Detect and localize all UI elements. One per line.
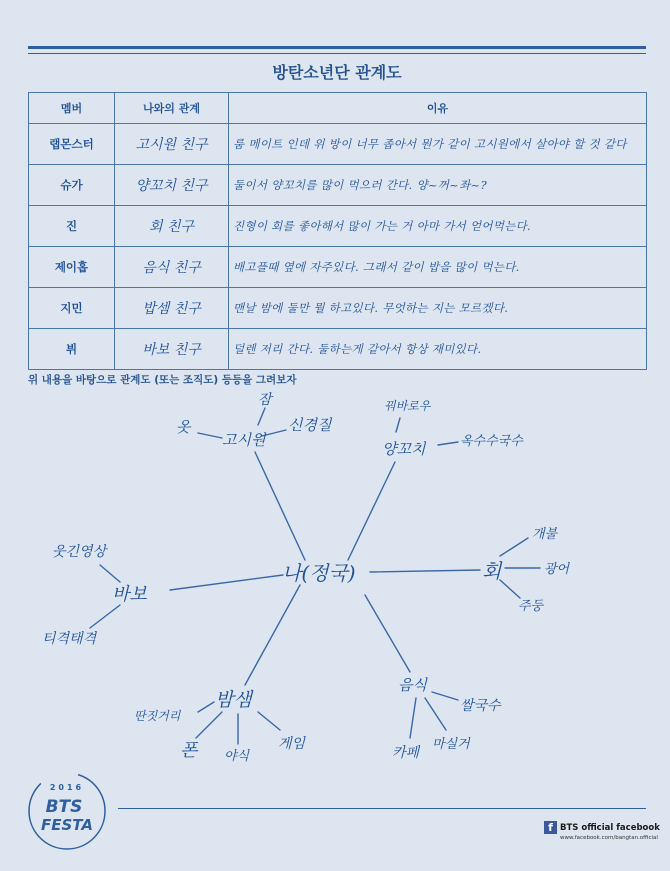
branch-line (500, 580, 520, 598)
table-row (29, 329, 647, 370)
page-title: 방탄소년단 관계도 (272, 63, 402, 82)
node-rice-noodle: 쌀국수 (460, 698, 501, 714)
reason-cell: 룸 메이트 인데 위 방이 너무 좁아서 뭔가 같이 고시원에서 살아야 할 것 같다 (229, 124, 647, 165)
member-cell: 제이홉 (29, 247, 115, 288)
node-sashimi: 회 (482, 559, 502, 583)
spoke-line (255, 452, 305, 560)
column-header-reason: 이유 (229, 93, 647, 124)
branch-line (432, 692, 458, 700)
node-funny-video: 웃긴영상 (52, 544, 107, 560)
instruction-text: 위 내용을 바탕으로 관계도 (또는 조직도) 등등을 그려보자 (28, 374, 297, 386)
relation-cell: 고시원 친구 (115, 124, 229, 165)
table-row (29, 247, 647, 288)
node-gaebul: 개불 (532, 527, 558, 542)
node-drinks: 마실거 (432, 737, 470, 752)
node-all-nighter: 밤샘 (215, 689, 252, 711)
node-bickering: 티격태격 (42, 631, 97, 647)
spoke-line (170, 575, 283, 590)
logo-bts: BTS (45, 797, 83, 817)
reason-cell: 둘이서 양꼬치를 많이 먹으러 간다. 양~꺼~좌~? (229, 165, 647, 206)
branch-line (90, 605, 120, 628)
table-row (29, 206, 647, 247)
branch-line (500, 538, 528, 556)
branch-line (196, 712, 222, 738)
relation-cell: 바보 친구 (115, 329, 229, 370)
table-row (29, 124, 647, 165)
branch-line (396, 418, 400, 432)
spoke-line (245, 585, 300, 685)
top-rule-thin (28, 53, 646, 54)
reason-cell: 맨날 밤에 둘만 뭘 하고있다. 무엇하는 지는 모르겠다. (229, 288, 647, 329)
node-clothes: 옷 (176, 418, 191, 436)
logo-year: 2016 (49, 783, 85, 792)
facebook-label: BTS official facebook (560, 822, 660, 833)
branch-line (198, 433, 222, 438)
branch-line (258, 408, 265, 425)
node-sleep: 잠 (258, 392, 272, 408)
table-row (29, 165, 647, 206)
node-goofing-off: 딴짓거리 (134, 709, 181, 723)
relationship-mindmap (0, 380, 670, 780)
reason-cell: 덜렌 저리 간다. 둘하는게 같아서 항상 재미있다. (229, 329, 647, 370)
node-nervous: 신경질 (288, 416, 332, 434)
node-fool: 바보 (112, 584, 147, 605)
facebook-url: www.facebook.com/bangtan.official (560, 835, 658, 841)
relation-cell: 밥셈 친구 (115, 288, 229, 329)
branch-line (438, 442, 458, 445)
reason-cell: 배고플때 옆에 자주있다. 그래서 같이 밥을 많이 먹는다. (229, 247, 647, 288)
branch-line (410, 698, 416, 738)
reason-cell: 진형이 회를 좋아해서 많이 가는 거 아마 가서 얻어먹는다. (229, 206, 647, 247)
bts-festa-logo (24, 768, 110, 854)
node-gosiwon: 고시원 (222, 431, 266, 449)
branch-line (198, 702, 214, 712)
relation-cell: 양꼬치 친구 (115, 165, 229, 206)
branch-line (258, 712, 280, 730)
column-header-member: 멤버 (29, 93, 115, 124)
branch-line (100, 565, 120, 582)
column-header-relation: 나와의 관계 (115, 93, 229, 124)
branch-line (262, 430, 286, 436)
mindmap-center: 나(정국) (282, 561, 356, 585)
node-corn-noodle: 옥수수국수 (460, 434, 523, 449)
node-phone: 폰 (180, 740, 198, 761)
facebook-credit (544, 821, 660, 834)
relationship-table (28, 92, 647, 370)
bottom-rule (118, 808, 646, 809)
branch-line (425, 698, 446, 730)
member-cell: 지민 (29, 288, 115, 329)
node-jujung: 주둥 (518, 599, 544, 614)
node-flatfish: 광어 (544, 562, 570, 577)
spoke-line (348, 462, 395, 560)
relation-cell: 음식 친구 (115, 247, 229, 288)
member-cell: 슈가 (29, 165, 115, 206)
node-lamb-skewer: 양꼬치 (382, 440, 426, 458)
spoke-line (365, 595, 410, 672)
facebook-icon: f (544, 821, 557, 834)
spoke-line (370, 570, 480, 572)
table-row (29, 288, 647, 329)
member-cell: 뷔 (29, 329, 115, 370)
node-cafe: 카페 (392, 745, 420, 761)
node-game: 게임 (278, 736, 306, 752)
node-guobaorou: 꿔바로우 (384, 399, 431, 413)
node-late-snack: 야식 (224, 749, 250, 764)
top-rule-thick (28, 46, 646, 49)
member-cell: 진 (29, 206, 115, 247)
node-food: 음식 (398, 676, 427, 694)
logo-festa: FESTA (41, 816, 93, 834)
member-cell: 랩몬스터 (29, 124, 115, 165)
table-header-row (29, 93, 647, 124)
relation-cell: 회 친구 (115, 206, 229, 247)
